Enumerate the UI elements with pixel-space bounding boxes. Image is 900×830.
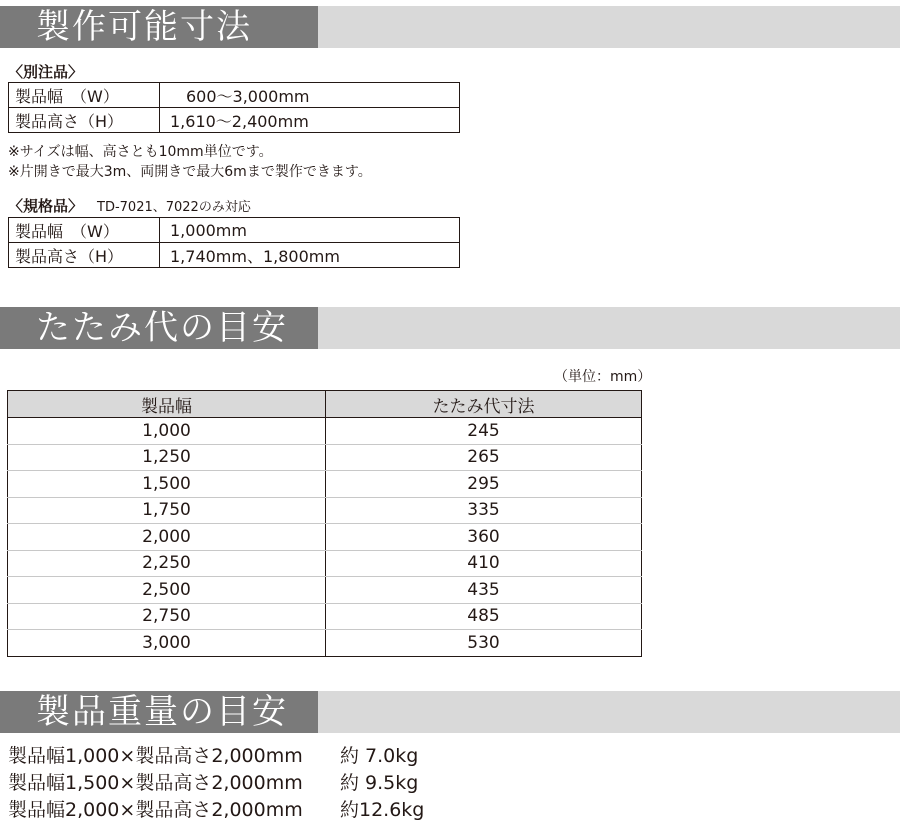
width-cell: 2,750: [8, 603, 326, 630]
weight-list: [8, 743, 424, 824]
fold-cell: 410: [326, 550, 642, 577]
section-header-fold: [0, 307, 900, 349]
width-cell: 1,500: [8, 471, 326, 498]
weight-dims: 製品幅1,000×製品高さ2,000mm: [8, 745, 303, 767]
list-item: [8, 797, 424, 824]
fold-cell: 295: [326, 471, 642, 498]
standard-height-label: 製品高さ（H）: [9, 243, 160, 268]
width-cell: 2,000: [8, 524, 326, 551]
section-title-weight: 製品重量の目安: [0, 691, 318, 733]
list-item: [8, 770, 424, 797]
standard-width-label: 製品幅 （W）: [9, 218, 160, 243]
weight-dims: 製品幅2,000×製品高さ2,000mm: [8, 799, 303, 821]
table-row: [8, 550, 642, 577]
table-header-row: [8, 391, 642, 418]
width-cell: 3,000: [8, 630, 326, 657]
width-cell: 1,750: [8, 497, 326, 524]
table-row: [8, 497, 642, 524]
custom-width-value: 600～3,000mm: [160, 83, 460, 108]
table-row: [8, 630, 642, 657]
table-row: [8, 418, 642, 445]
custom-height-label: 製品高さ（H）: [9, 108, 160, 133]
table-row: [9, 108, 460, 133]
standard-height-value: 1,740mm、1,800mm: [160, 243, 460, 268]
fold-cell: 335: [326, 497, 642, 524]
weight-dims: 製品幅1,500×製品高さ2,000mm: [8, 772, 303, 794]
standard-size-table: [8, 217, 460, 268]
width-cell: 1,250: [8, 444, 326, 471]
custom-width-label: 製品幅 （W）: [9, 83, 160, 108]
table-row: [9, 83, 460, 108]
fold-cell: 435: [326, 577, 642, 604]
table-row: [8, 577, 642, 604]
weight-value: 約12.6kg: [340, 799, 425, 821]
custom-note-1: ※サイズは幅、高さとも10mm単位です。: [8, 144, 273, 160]
fold-cell: 485: [326, 603, 642, 630]
custom-size-table: [8, 82, 460, 133]
weight-value: 約 7.0kg: [340, 745, 419, 767]
custom-note-2: ※片開きで最大3m、両開きで最大6mまで製作できます。: [8, 164, 372, 180]
list-item: [8, 743, 424, 770]
table-row: [8, 444, 642, 471]
standard-note: TD-7021、7022のみ対応: [97, 200, 251, 215]
weight-value: 約 9.5kg: [340, 772, 419, 794]
section-header-weight: [0, 691, 900, 733]
table-row: [8, 603, 642, 630]
table-row: [8, 471, 642, 498]
width-cell: 1,000: [8, 418, 326, 445]
fold-cell: 265: [326, 444, 642, 471]
section-header-size: [0, 6, 900, 48]
table-row: [9, 243, 460, 268]
table-row: [9, 218, 460, 243]
fold-cell: 245: [326, 418, 642, 445]
column-header-width: 製品幅: [8, 391, 326, 418]
custom-height-value: 1,610～2,400mm: [160, 108, 460, 133]
section-title-size: 製作可能寸法: [0, 6, 318, 48]
table-row: [8, 524, 642, 551]
fold-cell: 360: [326, 524, 642, 551]
standard-width-value: 1,000mm: [160, 218, 460, 243]
custom-heading-label: 〈別注品〉: [8, 63, 84, 81]
custom-heading: [8, 61, 83, 82]
fold-cell: 530: [326, 630, 642, 657]
section-title-fold: たたみ代の目安: [0, 307, 318, 349]
width-cell: 2,500: [8, 577, 326, 604]
width-cell: 2,250: [8, 550, 326, 577]
standard-heading: [8, 195, 251, 216]
fold-table: [7, 390, 642, 657]
standard-heading-label: 〈規格品〉: [8, 197, 84, 215]
unit-label: （単位：mm）: [554, 369, 652, 385]
column-header-fold: たたみ代寸法: [326, 391, 642, 418]
